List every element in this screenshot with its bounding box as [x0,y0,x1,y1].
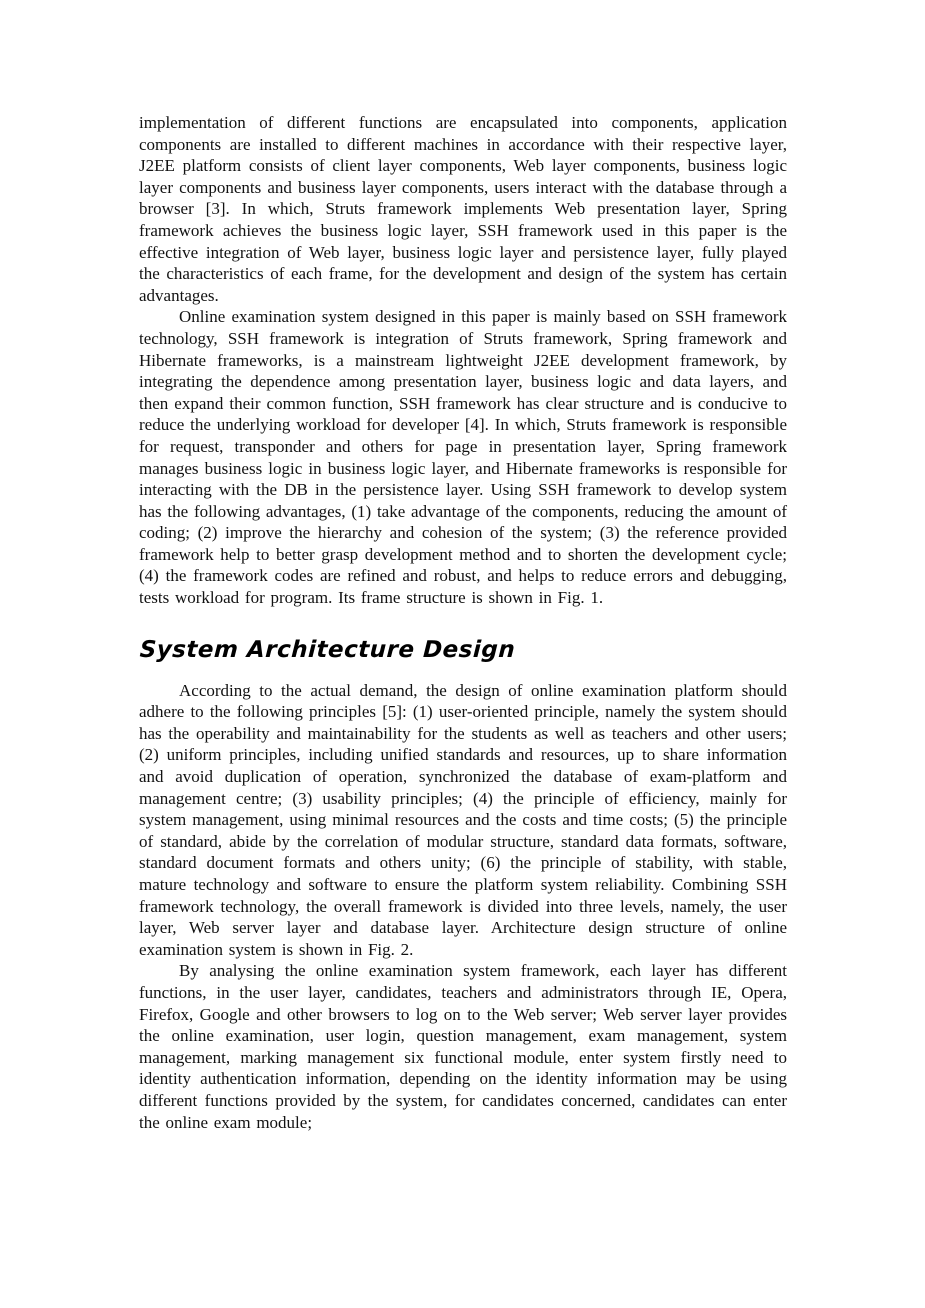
body-paragraph-3: According to the actual demand, the design of online examination platform should adhere to the following principles [5]: (1) user-oriented principle, namely the system should has the operability and maintainability for the students as well as teachers and other users; (2) uniform principles, including unified standards and resources, up to share information and avoid duplication of operation, synchronized the database of exam-platform and management centre; (3) usability principles; (4) the principle of efficiency, mainly for system management, using minimal resources and the costs and time costs; (5) the principle of standard, abide by the correlation of modular structure, standard data formats, software, standard document formats and others unity; (6) the principle of stability, with stable, mature technology and software to ensure the platform system reliability. Combining SSH framework technology, the overall framework is divided into three levels, namely, the user layer, Web server layer and database layer. Architecture design structure of online examination system is shown in Fig. 2. [139,680,787,959]
section-heading: System Architecture Design [139,636,516,663]
body-paragraph-1: implementation of different functions are encapsulated into components, application components are installed to different machines in accordance with their respective layer, J2EE platform consists of client layer components, Web layer components, business logic layer components and business layer components, users interact with the database through a browser [3]. In which, Struts framework implements Web presentation layer, Spring framework achieves the business logic layer, SSH framework used in this paper is the effective integration of Web layer, business logic layer and persistence layer, fully played the characteristics of each frame, for the development and design of the system has certain advantages. [139,113,787,305]
body-paragraph-2: Online examination system designed in this paper is mainly based on SSH framework technology, SSH framework is integration of Struts framework, Spring framework and Hibernate frameworks, is a mainstream lightweight J2EE development framework, by integrating the dependence among presentation layer, business logic and data layers, and then expand their common function, SSH framework has clear structure and is conducive to reduce the underlying workload for developer [4]. In which, Struts framework is responsible for request, transponder and others for page in presentation layer, Spring framework manages business logic in business logic layer, and Hibernate frameworks is responsible for interacting with the DB in the persistence layer. Using SSH framework to develop system has the following advantages, (1) take advantage of the components, reducing the amount of coding; (2) improve the hierarchy and cohesion of the system; (3) the reference provided framework help to better grasp development method and to shorten the development cycle; (4) the framework codes are refined and robust, and helps to reduce errors and debugging, tests workload for program. Its frame structure is shown in Fig. 1. [139,307,787,608]
body-paragraph-4: By analysing the online examination system framework, each layer has different functions, in the user layer, candidates, teachers and administrators through IE, Opera, Firefox, Google and other browsers to log on to the Web server; Web server layer provides the online examination, user login, question management, exam management, system management, marking management six functional module, enter system firstly need to identity authentication information, depending on the identity information may be using different functions provided by the system, for candidates concerned, candidates can enter the online exam module; [139,961,787,1132]
